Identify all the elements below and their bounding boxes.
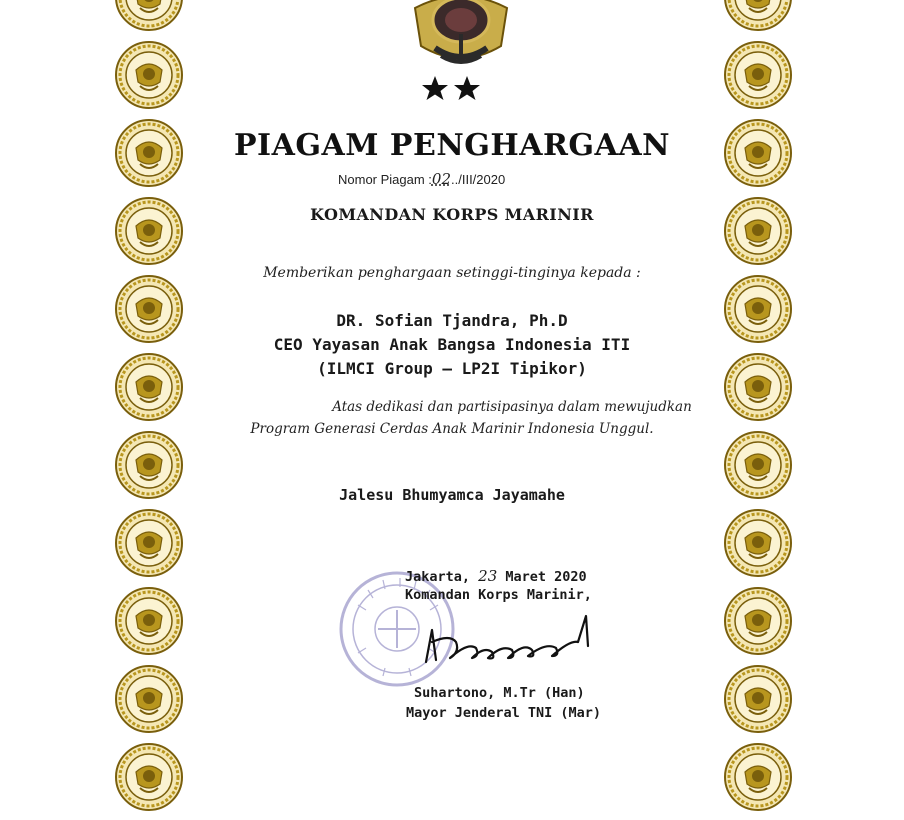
- date-line: [405, 567, 635, 587]
- signer-name: Suhartono, M.Tr (Han): [414, 685, 585, 701]
- number-prefix: Nomor Piagam :: [338, 172, 432, 187]
- signatory-role: Komandan Korps Marinir,: [405, 587, 592, 603]
- date-day: 23: [478, 567, 498, 585]
- signer-block: [406, 683, 602, 723]
- number-suffix: ../III/2020: [451, 172, 506, 187]
- certificate-title: PIAGAM PENGHARGAAN: [233, 128, 671, 163]
- dedication-line-1: Atas dedikasi dan partisipasinya dalam mewujudkan: [332, 399, 692, 415]
- marine-corps-emblem-icon: [405, 0, 517, 70]
- gold-medallion-icon: [114, 0, 184, 32]
- two-stars-icon: [421, 74, 481, 102]
- dedication-text: [0, 396, 904, 440]
- gold-medallion-icon: [723, 586, 793, 656]
- gold-medallion-icon: [723, 508, 793, 578]
- place: Jakarta,: [405, 569, 471, 585]
- date-rest: Maret 2020: [505, 569, 587, 585]
- gold-medallion-icon: [723, 742, 793, 812]
- handwritten-signature: [420, 612, 595, 670]
- signature-block: [405, 567, 635, 607]
- gold-medallion-icon: [114, 586, 184, 656]
- recipient-block: [0, 309, 904, 381]
- certificate-number: [338, 170, 505, 188]
- gold-medallion-icon: [723, 0, 793, 32]
- recipient-name: DR. Sofian Tjandra, Ph.D: [336, 311, 568, 330]
- gold-medallion-icon: [114, 40, 184, 110]
- recipient-org: (ILMCI Group – LP2I Tipikor): [317, 359, 587, 378]
- intro-text: Memberikan penghargaan setinggi-tinginya kepada :: [263, 265, 641, 281]
- gold-medallion-icon: [114, 664, 184, 734]
- gold-medallion-icon: [723, 664, 793, 734]
- gold-medallion-icon: [114, 508, 184, 578]
- gold-medallion-icon: [723, 40, 793, 110]
- signer-rank: Mayor Jenderal TNI (Mar): [406, 705, 602, 721]
- issuer-heading: KOMANDAN KORPS MARINIR: [310, 205, 594, 224]
- recipient-title: CEO Yayasan Anak Bangsa Indonesia ITI: [273, 335, 631, 354]
- motto: Jalesu Bhumyamca Jayamahe: [339, 486, 565, 504]
- gold-medallion-icon: [114, 742, 184, 812]
- number-fill: 02: [431, 170, 452, 188]
- dedication-line-2: Program Generasi Cerdas Anak Marinir Indonesia Unggul.: [250, 421, 654, 437]
